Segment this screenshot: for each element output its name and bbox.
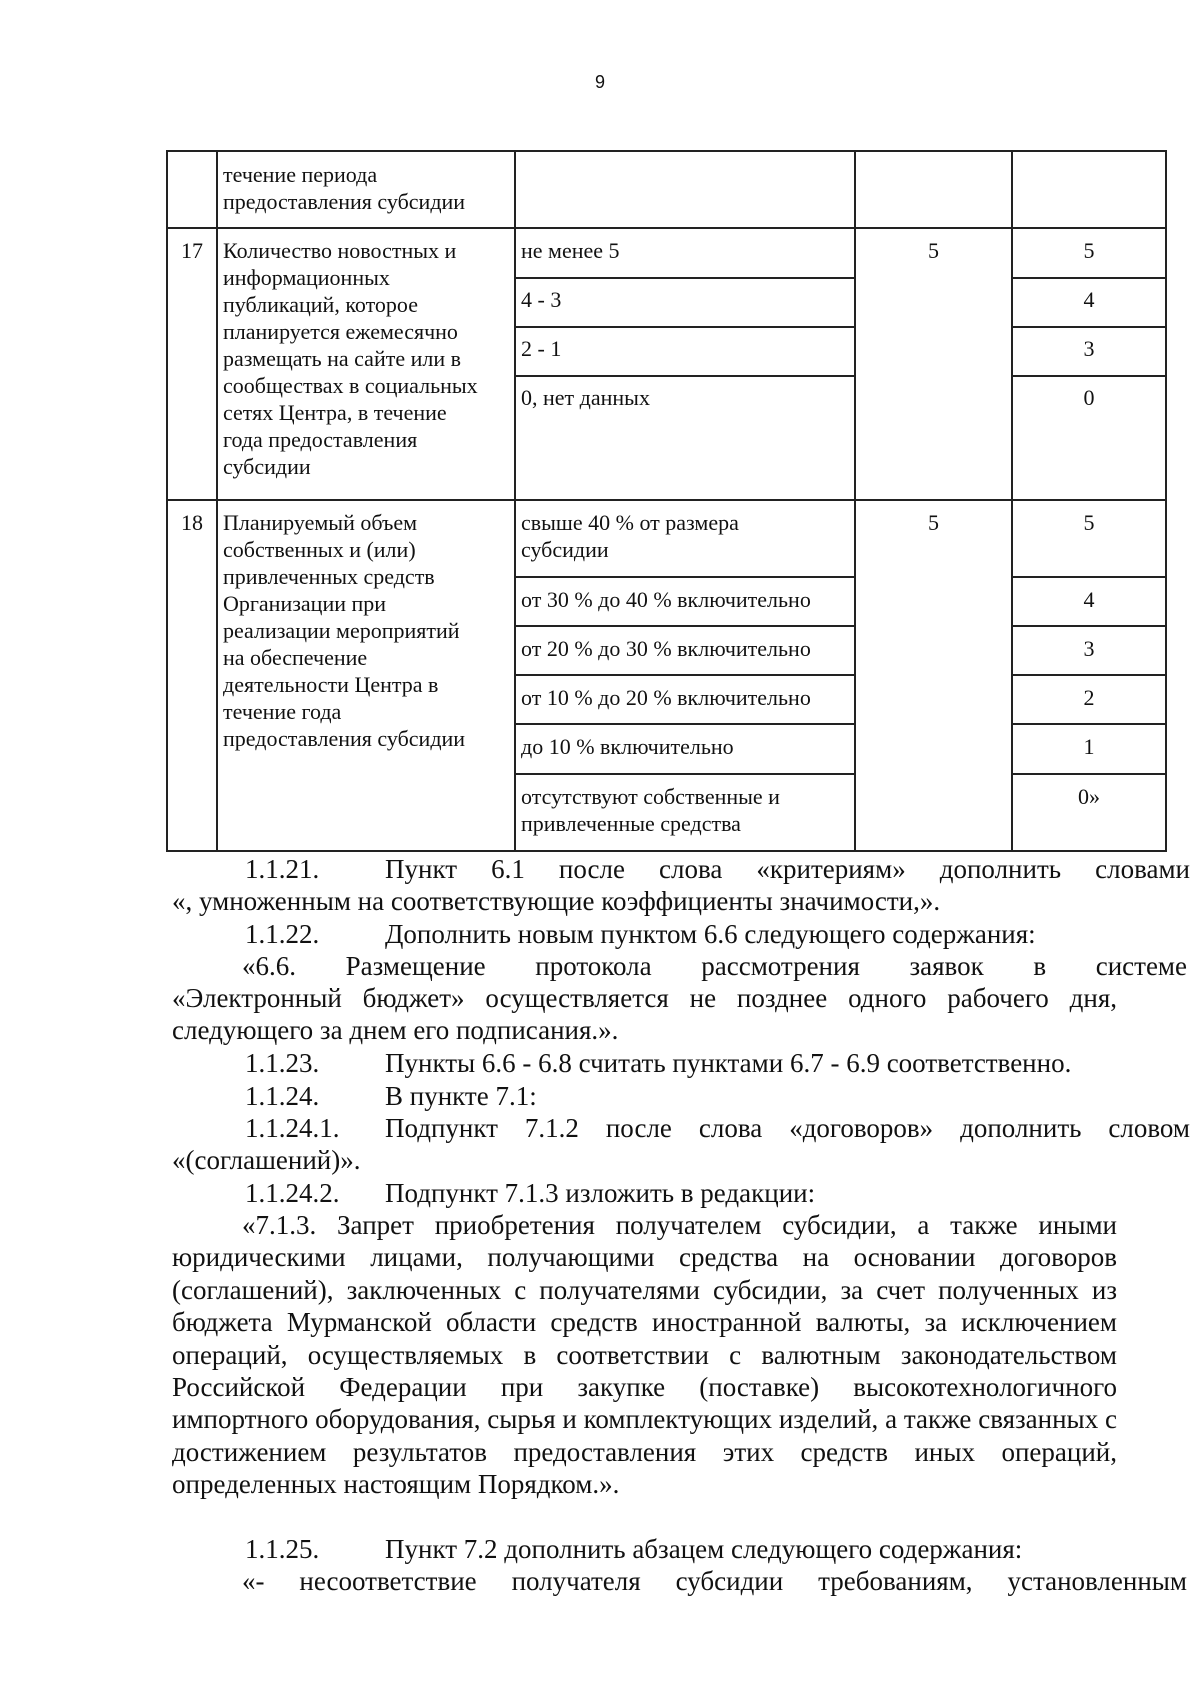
table-border: [1011, 773, 1167, 775]
table-border: [514, 326, 856, 328]
table-border: [514, 773, 856, 775]
table-border: [514, 150, 516, 852]
row18-number: 18: [181, 510, 203, 535]
row17-option-1: не менее 5: [521, 238, 620, 263]
row18-score-5: 1: [1083, 734, 1095, 759]
row17-score-1: 5: [1083, 238, 1095, 263]
clause-text: Подпункт 7.1.3 изложить в редакции:: [385, 1178, 816, 1208]
table-border: [1011, 723, 1167, 725]
row17-number: 17: [181, 238, 203, 263]
paragraph-1-1-22: [172, 918, 1190, 950]
clause-number: 1.1.22.: [245, 919, 320, 949]
row18-option-4: от 10 % до 20 % включительно: [521, 685, 811, 710]
clause-number: 1.1.24.1.: [245, 1113, 340, 1143]
paragraph-1-1-24-1: [172, 1112, 1190, 1144]
clause-number: 1.1.24.: [245, 1081, 320, 1111]
row17-max-score: 5: [928, 238, 939, 263]
row18-option-1: свыше 40 % от размера субсидии: [521, 510, 739, 562]
row17-option-2: 4 - 3: [521, 287, 562, 312]
table-border: [1011, 277, 1167, 279]
clause-text: Пункт 6.1 после слова «критериям» дополнить словами: [385, 854, 1190, 884]
table-border: [1011, 625, 1167, 627]
paragraph-7-2-addition: «- несоответствие получателя субсидии требованиям, установленным: [242, 1566, 1187, 1596]
table-border: [1011, 375, 1167, 377]
carry-row-criterion: течение периода предоставления субсидии: [223, 162, 466, 214]
row18-max-score: 5: [928, 510, 939, 535]
table-border: [1011, 674, 1167, 676]
page-number: 9: [594, 72, 605, 92]
paragraph-7-1-3: «7.1.3. Запрет приобретения получателем субсидии, а также иными юридическими лицами, получающими средства на основании договоров (соглашений), заключенных с получателями субсидии, за счет полученных из бюджета Мурманской области средств иностранной валюты, за исключением операций, осуществляемых в соответствии с валютным законодательством Российской Федерации при закупке (поставке) высокотехнологичного импортного оборудования, сырья и комплектующих изделий, а также связанных с достижением результатов предоставления этих средств иных операций, определенных настоящим Порядком.».: [172, 1210, 1117, 1500]
paragraph-6-6-first: «6.6. Размещение протокола рассмотрения заявок в системе: [242, 951, 1187, 981]
row18-option-5: до 10 % включительно: [521, 734, 734, 759]
paragraph-1-1-21-cont: «, умноженным на соответствующие коэффициенты значимости,».: [172, 886, 941, 916]
table-border: [166, 850, 1167, 852]
row18-score-1: 5: [1083, 510, 1095, 535]
table-border: [514, 277, 856, 279]
table-border: [166, 499, 1167, 501]
table-border: [1165, 150, 1167, 852]
row18-score-6: 0»: [1078, 784, 1100, 809]
clause-text: Подпункт 7.1.2 после слова «договоров» дополнить словом: [385, 1113, 1190, 1143]
clause-number: 1.1.24.2.: [245, 1178, 340, 1208]
clause-number: 1.1.25.: [245, 1534, 320, 1564]
paragraph-1-1-24-1-cont: «(соглашений)».: [172, 1145, 361, 1175]
row17-criterion: Количество новостных и информационных публикаций, которое планируется ежемесячно размещать на сайте или в сообществах в социальных сетях Центра, в течение года предоставления субсидии: [223, 238, 478, 479]
clause-text: Пункт 7.2 дополнить абзацем следующего содержания:: [385, 1534, 1023, 1564]
paragraph-1-1-23: [172, 1047, 1190, 1079]
row18-option-6: отсутствуют собственные и привлеченные средства: [521, 784, 780, 836]
clause-text: Дополнить новым пунктом 6.6 следующего содержания:: [385, 919, 1036, 949]
table-border: [514, 723, 856, 725]
table-border: [166, 227, 1167, 229]
clause-number: 1.1.23.: [245, 1048, 320, 1078]
row18-option-2: от 30 % до 40 % включительно: [521, 587, 811, 612]
table-border: [514, 576, 856, 578]
clause-number: 1.1.21.: [245, 854, 320, 884]
row18-score-4: 2: [1083, 685, 1095, 710]
row18-criterion: Планируемый объем собственных и (или) привлеченных средств Организации при реализации мероприятий на обеспечение деятельности Центра в течение года предоставления субсидии: [223, 510, 466, 751]
row17-option-4: 0, нет данных: [521, 385, 650, 410]
clause-text: В пункте 7.1:: [385, 1081, 537, 1111]
paragraph-1-1-24-2: [172, 1177, 1190, 1209]
row17-option-3: 2 - 1: [521, 336, 562, 361]
row17-score-2: 4: [1083, 287, 1095, 312]
paragraph-1-1-25: [172, 1533, 1190, 1565]
paragraph-1-1-24: [172, 1080, 1190, 1112]
table-border: [514, 625, 856, 627]
criteria-table: [166, 150, 1167, 852]
row18-score-3: 3: [1083, 636, 1095, 661]
table-border: [166, 150, 1167, 152]
clause-text: Пункты 6.6 - 6.8 считать пунктами 6.7 - 6.9 соответственно.: [385, 1048, 1072, 1078]
row17-score-3: 3: [1083, 336, 1095, 361]
row18-option-3: от 20 % до 30 % включительно: [521, 636, 811, 661]
table-border: [1011, 326, 1167, 328]
table-border: [514, 375, 856, 377]
table-border: [1011, 576, 1167, 578]
table-border: [216, 150, 218, 852]
table-border: [514, 674, 856, 676]
paragraph-1-1-21: [172, 853, 1190, 885]
row18-score-2: 4: [1083, 587, 1095, 612]
paragraph-6-6-rest: «Электронный бюджет» осуществляется не позднее одного рабочего дня, следующего за днем его подписания.».: [172, 983, 1117, 1046]
row17-score-4: 0: [1083, 385, 1095, 410]
